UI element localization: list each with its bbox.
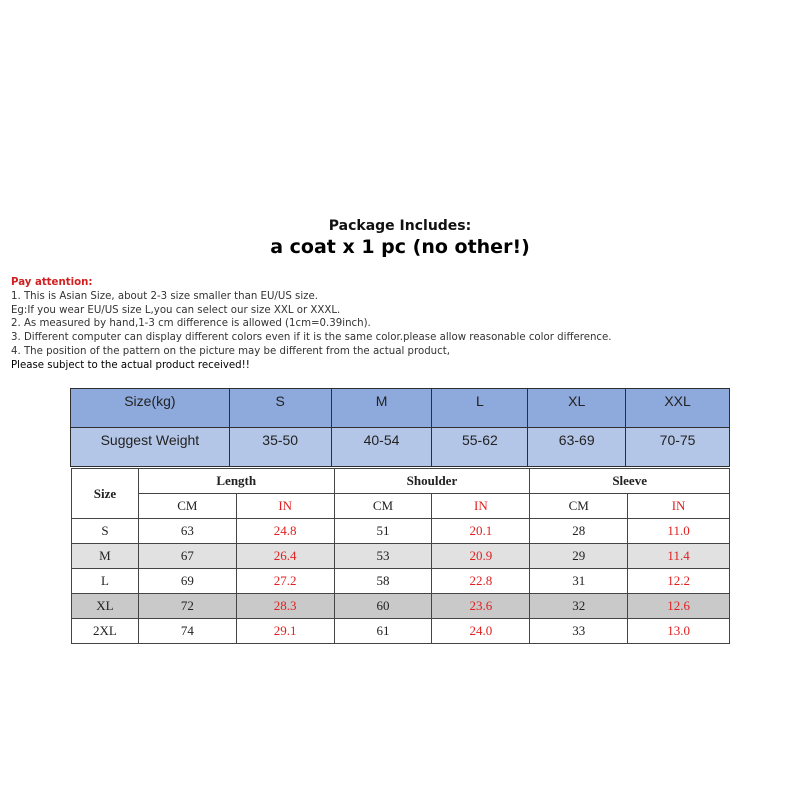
weight-header-cell: L [432,389,528,428]
in-cell: 27.2 [236,569,334,594]
package-contents: a coat x 1 pc (no other!) [270,236,530,258]
cm-cell: 69 [138,569,236,594]
shoulder-header: Shoulder [334,469,530,494]
attention-heading: Pay attention: [11,277,93,288]
in-cell: 29.1 [236,619,334,644]
table-row [72,569,730,594]
in-cell: 24.8 [236,519,334,544]
weight-header-row [71,389,730,428]
cm-cell: 61 [334,619,432,644]
notes-block [11,276,791,373]
weight-header-cell: M [331,389,432,428]
weight-header-cell: XL [528,389,626,428]
measure-unit-row [72,494,730,519]
size-cell: 2XL [72,619,139,644]
note-line: 2. As measured by hand,1-3 cm difference is allowed (1cm=0.39inch). [11,318,371,330]
cm-cell: 33 [530,619,628,644]
note-line: 1. This is Asian Size, about 2-3 size smaller than EU/US size. [11,290,319,302]
table-row [72,594,730,619]
size-cell: L [72,569,139,594]
size-cell: M [72,544,139,569]
note-line: 4. The position of the pattern on the picture may be different from the actual product, [11,345,450,357]
in-cell: 13.0 [628,619,730,644]
size-header: Size [72,469,139,519]
measure-group-row [72,469,730,494]
weight-value-cell: 35-50 [229,428,331,467]
length-header: Length [138,469,334,494]
cm-cell: 72 [138,594,236,619]
table-row [72,519,730,544]
cm-cell: 28 [530,519,628,544]
weight-value-cell: Suggest Weight [71,428,230,467]
unit-cm: CM [138,494,236,519]
in-cell: 22.8 [432,569,530,594]
cm-cell: 58 [334,569,432,594]
cm-cell: 51 [334,519,432,544]
in-cell: 11.4 [628,544,730,569]
unit-cm: CM [530,494,628,519]
note-line: 3. Different computer can display different colors even if it is the same color.please allow reasonable color difference. [11,332,612,344]
cm-cell: 29 [530,544,628,569]
weight-value-cell: 63-69 [528,428,626,467]
cm-cell: 74 [138,619,236,644]
weight-value-cell: 40-54 [331,428,432,467]
size-cell: S [72,519,139,544]
in-cell: 20.9 [432,544,530,569]
package-title: Package Includes: [328,218,472,234]
in-cell: 26.4 [236,544,334,569]
cm-cell: 32 [530,594,628,619]
in-cell: 28.3 [236,594,334,619]
note-line-final: Please subject to the actual product received!! [11,359,250,371]
unit-in: IN [432,494,530,519]
in-cell: 11.0 [628,519,730,544]
measurement-table [71,468,730,644]
cm-cell: 60 [334,594,432,619]
unit-in: IN [236,494,334,519]
weight-header-cell: XXL [626,389,730,428]
note-line: Eg:If you wear EU/US size L,you can select our size XXL or XXXL. [11,304,341,316]
weight-header-cell: S [229,389,331,428]
in-cell: 12.2 [628,569,730,594]
cm-cell: 31 [530,569,628,594]
cm-cell: 53 [334,544,432,569]
weight-value-row [71,428,730,467]
unit-in: IN [628,494,730,519]
in-cell: 20.1 [432,519,530,544]
table-row [72,544,730,569]
cm-cell: 67 [138,544,236,569]
table-row [72,619,730,644]
weight-header-cell: Size(kg) [71,389,230,428]
weight-value-cell: 55-62 [432,428,528,467]
size-cell: XL [72,594,139,619]
sleeve-header: Sleeve [530,469,730,494]
in-cell: 12.6 [628,594,730,619]
unit-cm: CM [334,494,432,519]
cm-cell: 63 [138,519,236,544]
in-cell: 24.0 [432,619,530,644]
in-cell: 23.6 [432,594,530,619]
weight-table [70,388,730,467]
weight-value-cell: 70-75 [626,428,730,467]
